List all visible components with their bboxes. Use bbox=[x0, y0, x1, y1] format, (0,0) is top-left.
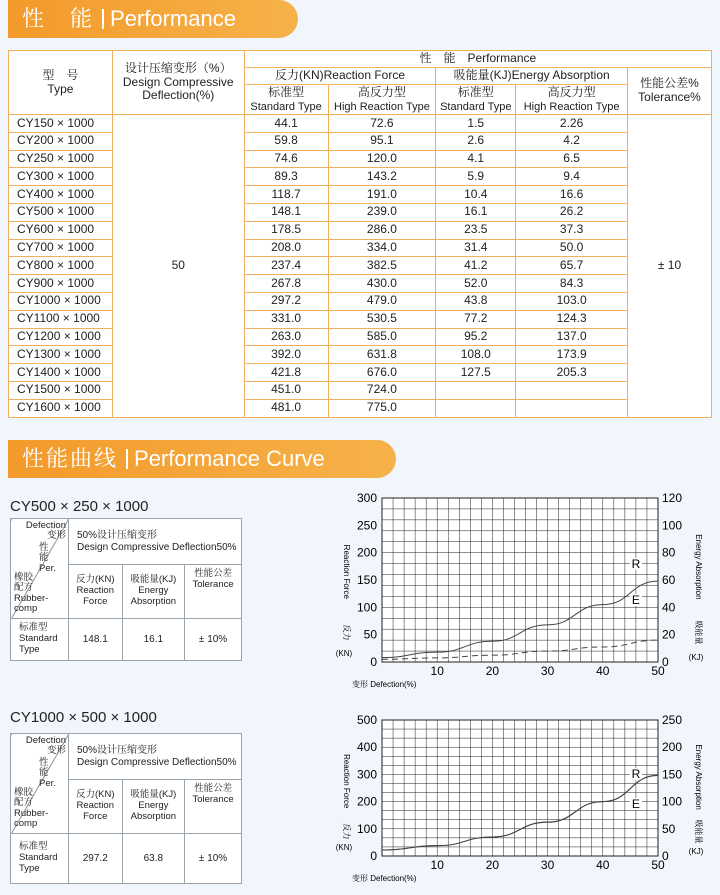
y-tick-label-left: 200 bbox=[356, 794, 377, 809]
corner-rubber-label: 橡胶 配方 Rubber- comp bbox=[14, 787, 49, 830]
table-cell-rs: 451.0 bbox=[244, 381, 328, 399]
y-tick-label-left: 0 bbox=[370, 849, 377, 863]
y-axis-label-right: Energy Absorption bbox=[694, 534, 703, 600]
energy-standard-header: 标准型 Standard Type bbox=[436, 85, 516, 115]
y-axis-label-right: Energy Absorption bbox=[694, 744, 703, 810]
table-cell-eh: 84.3 bbox=[516, 275, 628, 293]
y-tick-label-left: 300 bbox=[356, 491, 377, 505]
table-cell-es: 31.4 bbox=[436, 239, 516, 257]
table-cell-type: CY200 × 1000 bbox=[9, 132, 113, 150]
x-tick-label: 20 bbox=[485, 664, 500, 678]
y-axis-label-left-zh: 反力 bbox=[342, 624, 351, 641]
table-cell-rs: 178.5 bbox=[244, 221, 328, 239]
table-cell-es bbox=[436, 399, 516, 417]
x-tick-label: 50 bbox=[651, 664, 665, 678]
table-cell-rh: 95.1 bbox=[328, 132, 436, 150]
table-cell-eh: 124.3 bbox=[516, 310, 628, 328]
table-corner bbox=[11, 734, 69, 834]
table-cell-es: 2.6 bbox=[436, 132, 516, 150]
table-cell-eh: 65.7 bbox=[516, 257, 628, 275]
table-cell-type: CY1400 × 1000 bbox=[9, 364, 113, 382]
y-tick-label-left: 150 bbox=[356, 573, 377, 587]
table-cell-eh: 173.9 bbox=[516, 346, 628, 364]
table-cell-eh bbox=[516, 399, 628, 417]
banner-title-en: Performance Curve bbox=[134, 446, 325, 471]
table-cell-type: CY250 × 1000 bbox=[9, 150, 113, 168]
table-cell-rs: 297.2 bbox=[244, 292, 328, 310]
y-tick-label-left: 0 bbox=[370, 655, 377, 669]
table-cell-rh: 120.0 bbox=[328, 150, 436, 168]
y-tick-label-right: 60 bbox=[662, 573, 676, 587]
y-tick-label-left: 100 bbox=[356, 821, 377, 836]
tolerance-col-head: 性能公差 Tolerance bbox=[185, 780, 242, 834]
table-corner bbox=[11, 519, 69, 619]
table-cell-rh: 530.5 bbox=[328, 310, 436, 328]
table-cell-type: CY900 × 1000 bbox=[9, 275, 113, 293]
table-cell-es: 10.4 bbox=[436, 186, 516, 204]
performance-table-body bbox=[9, 115, 712, 418]
table-cell-type: CY1600 × 1000 bbox=[9, 399, 113, 417]
table-cell-es: 5.9 bbox=[436, 168, 516, 186]
tolerance-value: ± 10 bbox=[628, 115, 712, 418]
x-axis-label: 变形 Defection(%) bbox=[352, 680, 417, 689]
tolerance-header: 性能公差% Tolerance% bbox=[628, 68, 712, 115]
y-tick-label-left: 500 bbox=[356, 713, 377, 727]
banner-divider bbox=[126, 449, 128, 469]
table-cell-rs: 118.7 bbox=[244, 186, 328, 204]
reaction-standard-header: 标准型 Standard Type bbox=[244, 85, 328, 115]
y-tick-label-right: 150 bbox=[662, 767, 683, 782]
series-label-e: E bbox=[631, 592, 640, 607]
performance-table bbox=[8, 50, 712, 418]
x-tick-label: 30 bbox=[540, 858, 555, 872]
table-cell-es: 77.2 bbox=[436, 310, 516, 328]
table-cell-rh: 239.0 bbox=[328, 203, 436, 221]
reaction-value: 148.1 bbox=[69, 619, 123, 661]
y-axis-label-right-zh: 吸能量 bbox=[694, 620, 703, 645]
table-cell-rh: 631.8 bbox=[328, 346, 436, 364]
table-cell-rs: 89.3 bbox=[244, 168, 328, 186]
y-tick-label-left: 200 bbox=[356, 545, 377, 560]
table-cell-rs: 208.0 bbox=[244, 239, 328, 257]
y-tick-label-right: 40 bbox=[662, 600, 676, 615]
banner-divider bbox=[102, 9, 104, 29]
energy-value: 16.1 bbox=[122, 619, 185, 661]
y-axis-label-left-zh: 反力 bbox=[342, 823, 351, 840]
series-label-e: E bbox=[631, 797, 640, 812]
y-tick-label-left: 250 bbox=[356, 518, 377, 533]
table-cell-rh: 676.0 bbox=[328, 364, 436, 382]
y-tick-label-right: 120 bbox=[662, 491, 683, 505]
table-cell-eh: 26.2 bbox=[516, 203, 628, 221]
table-cell-type: CY700 × 1000 bbox=[9, 239, 113, 257]
model-performance-table bbox=[10, 518, 242, 661]
table-cell-rh: 72.6 bbox=[328, 115, 436, 133]
x-tick-label: 50 bbox=[651, 858, 665, 872]
table-cell-rh: 585.0 bbox=[328, 328, 436, 346]
table-cell-eh: 37.3 bbox=[516, 221, 628, 239]
table-cell-es: 43.8 bbox=[436, 292, 516, 310]
table-cell-rh: 775.0 bbox=[328, 399, 436, 417]
table-cell-eh: 103.0 bbox=[516, 292, 628, 310]
reaction-force-header: 反力(KN)Reaction Force bbox=[244, 68, 436, 85]
table-cell-eh: 50.0 bbox=[516, 239, 628, 257]
table-cell-rh: 382.5 bbox=[328, 257, 436, 275]
model-performance-table bbox=[10, 733, 242, 884]
reaction-col-head: 反力(KN) Reaction Force bbox=[69, 780, 123, 834]
table-cell-eh: 137.0 bbox=[516, 328, 628, 346]
table-cell-rh: 334.0 bbox=[328, 239, 436, 257]
reaction-value: 297.2 bbox=[69, 834, 123, 884]
table-cell-rs: 421.8 bbox=[244, 364, 328, 382]
y-tick-label-right: 100 bbox=[662, 518, 683, 533]
table-cell-rs: 74.6 bbox=[244, 150, 328, 168]
y-axis-unit-left: (KN) bbox=[335, 649, 353, 658]
deflection-value: 50 bbox=[112, 115, 244, 418]
table-cell-type: CY1300 × 1000 bbox=[9, 346, 113, 364]
table-cell-eh: 205.3 bbox=[516, 364, 628, 382]
y-tick-label-left: 50 bbox=[363, 627, 377, 642]
y-tick-label-left: 300 bbox=[356, 767, 377, 782]
y-tick-label-right: 200 bbox=[662, 740, 683, 755]
table-cell-es: 95.2 bbox=[436, 328, 516, 346]
y-axis-label-left: Reaction Force bbox=[342, 754, 351, 809]
table-cell-type: CY1000 × 1000 bbox=[9, 292, 113, 310]
y-tick-label-right: 20 bbox=[662, 627, 676, 642]
table-cell-es: 1.5 bbox=[436, 115, 516, 133]
performance-curve-chart bbox=[330, 488, 720, 693]
table-cell-es: 4.1 bbox=[436, 150, 516, 168]
x-tick-label: 10 bbox=[430, 858, 444, 872]
deflection-head: 50%设计压缩变形 Design Compressive Deflection50% bbox=[69, 734, 242, 780]
model-title: CY500 × 250 × 1000 bbox=[10, 498, 149, 515]
y-tick-label-left: 400 bbox=[356, 740, 377, 755]
y-tick-label-right: 100 bbox=[662, 794, 683, 809]
table-cell-eh: 9.4 bbox=[516, 168, 628, 186]
table-cell-rs: 481.0 bbox=[244, 399, 328, 417]
performance-curve-banner bbox=[8, 440, 396, 478]
table-cell-rs: 392.0 bbox=[244, 346, 328, 364]
table-cell-es: 52.0 bbox=[436, 275, 516, 293]
corner-performance-label: 性 能 Per. bbox=[39, 757, 56, 789]
y-tick-label-right: 0 bbox=[662, 849, 669, 863]
corner-deflection-label: Defection 变形 bbox=[25, 520, 66, 542]
y-axis-unit-right: (KJ) bbox=[688, 847, 704, 856]
table-cell-rh: 286.0 bbox=[328, 221, 436, 239]
table-cell-rs: 148.1 bbox=[244, 203, 328, 221]
series-label-r: R bbox=[631, 767, 641, 782]
table-cell-rs: 267.8 bbox=[244, 275, 328, 293]
type-header: 型 号 Type bbox=[9, 51, 113, 115]
corner-deflection-label: Defection 变形 bbox=[25, 735, 66, 757]
table-cell-eh: 6.5 bbox=[516, 150, 628, 168]
deflection-header: 设计压缩变形（%） Design Compressive Deflection(%) bbox=[112, 51, 244, 115]
table-row bbox=[9, 115, 712, 133]
table-cell-rh: 430.0 bbox=[328, 275, 436, 293]
performance-header: 性 能 Performance bbox=[244, 51, 711, 68]
x-tick-label: 40 bbox=[596, 664, 610, 678]
corner-performance-label: 性 能 Per. bbox=[39, 542, 56, 574]
row-label: 标准型 Standard Type bbox=[11, 834, 69, 884]
reaction-col-head: 反力(KN) Reaction Force bbox=[69, 565, 123, 619]
table-cell-es: 41.2 bbox=[436, 257, 516, 275]
plot-area bbox=[382, 498, 658, 662]
y-tick-label-right: 250 bbox=[662, 713, 683, 727]
table-cell-rs: 44.1 bbox=[244, 115, 328, 133]
table-cell-type: CY800 × 1000 bbox=[9, 257, 113, 275]
banner-title-zh: 性 能 bbox=[22, 6, 95, 31]
y-axis-unit-left: (KN) bbox=[335, 843, 353, 852]
y-axis-label-right-zh: 吸能量 bbox=[694, 819, 703, 844]
plot-area bbox=[382, 720, 658, 856]
table-cell-rh: 143.2 bbox=[328, 168, 436, 186]
table-cell-eh bbox=[516, 381, 628, 399]
deflection-head: 50%设计压缩变形 Design Compressive Deflection50% bbox=[69, 519, 242, 565]
table-cell-es: 16.1 bbox=[436, 203, 516, 221]
table-cell-rs: 237.4 bbox=[244, 257, 328, 275]
table-cell-eh: 16.6 bbox=[516, 186, 628, 204]
reaction-high-header: 高反力型 High Reaction Type bbox=[328, 85, 436, 115]
y-tick-label-right: 50 bbox=[662, 821, 676, 836]
energy-col-head: 吸能量(KJ) Energy Absorption bbox=[122, 565, 185, 619]
model-title: CY1000 × 500 × 1000 bbox=[10, 709, 157, 726]
x-tick-label: 10 bbox=[430, 664, 444, 678]
table-cell-rh: 724.0 bbox=[328, 381, 436, 399]
energy-col-head: 吸能量(KJ) Energy Absorption bbox=[122, 780, 185, 834]
table-cell-rh: 191.0 bbox=[328, 186, 436, 204]
table-cell-es bbox=[436, 381, 516, 399]
energy-value: 63.8 bbox=[122, 834, 185, 884]
y-axis-unit-right: (KJ) bbox=[688, 653, 704, 662]
table-cell-rh: 479.0 bbox=[328, 292, 436, 310]
x-tick-label: 30 bbox=[540, 664, 555, 678]
table-cell-eh: 2.26 bbox=[516, 115, 628, 133]
energy-high-header: 高反力型 High Reaction Type bbox=[516, 85, 628, 115]
energy-absorption-header: 吸能量(KJ)Energy Absorption bbox=[436, 68, 628, 85]
performance-curve-chart bbox=[330, 708, 720, 895]
tolerance-value: ± 10% bbox=[185, 834, 242, 884]
table-cell-type: CY400 × 1000 bbox=[9, 186, 113, 204]
table-cell-type: CY1500 × 1000 bbox=[9, 381, 113, 399]
table-cell-rs: 263.0 bbox=[244, 328, 328, 346]
table-cell-rs: 331.0 bbox=[244, 310, 328, 328]
y-tick-label-right: 80 bbox=[662, 545, 676, 560]
table-cell-es: 108.0 bbox=[436, 346, 516, 364]
row-label: 标准型 Standard Type bbox=[11, 619, 69, 661]
performance-banner bbox=[8, 0, 298, 38]
table-cell-type: CY150 × 1000 bbox=[9, 115, 113, 133]
tolerance-col-head: 性能公差 Tolerance bbox=[185, 565, 242, 619]
y-axis-label-left: Reaction Force bbox=[342, 544, 351, 599]
table-cell-eh: 4.2 bbox=[516, 132, 628, 150]
table-cell-type: CY1200 × 1000 bbox=[9, 328, 113, 346]
tolerance-value: ± 10% bbox=[185, 619, 242, 661]
table-cell-es: 127.5 bbox=[436, 364, 516, 382]
series-label-r: R bbox=[631, 556, 641, 571]
y-tick-label-left: 100 bbox=[356, 600, 377, 615]
corner-rubber-label: 橡胶 配方 Rubber- comp bbox=[14, 572, 49, 615]
table-cell-rs: 59.8 bbox=[244, 132, 328, 150]
banner-title-zh: 性能曲线 bbox=[22, 446, 119, 471]
table-cell-es: 23.5 bbox=[436, 221, 516, 239]
table-cell-type: CY300 × 1000 bbox=[9, 168, 113, 186]
table-cell-type: CY500 × 1000 bbox=[9, 203, 113, 221]
x-axis-label: 变形 Defection(%) bbox=[352, 874, 417, 883]
x-tick-label: 40 bbox=[596, 858, 610, 872]
y-tick-label-right: 0 bbox=[662, 655, 669, 669]
x-tick-label: 20 bbox=[485, 858, 500, 872]
table-cell-type: CY600 × 1000 bbox=[9, 221, 113, 239]
table-cell-type: CY1100 × 1000 bbox=[9, 310, 113, 328]
banner-title-en: Performance bbox=[110, 6, 236, 31]
